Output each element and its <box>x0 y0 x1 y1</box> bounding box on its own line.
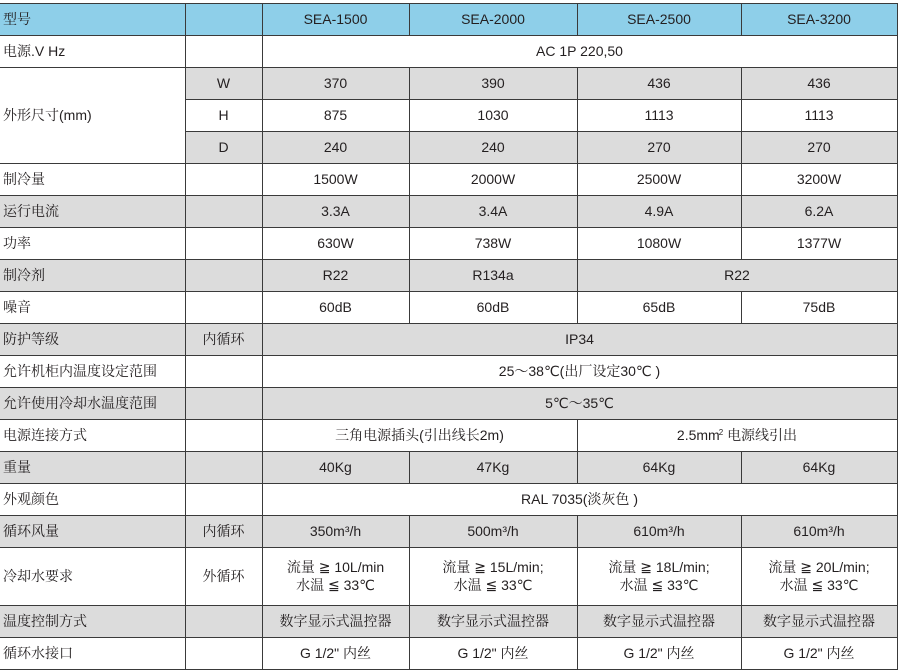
temp-value: 水温 ≦ 33℃ <box>453 576 533 593</box>
cell-value: 436 <box>577 68 741 100</box>
cell-value: 1113 <box>741 100 897 132</box>
table-row <box>0 516 897 548</box>
row-label: 循环水接口 <box>0 638 185 670</box>
spec-table <box>0 3 898 670</box>
cell-value: 60dB <box>409 292 577 324</box>
header-label: 型号 <box>0 4 185 36</box>
table-row <box>0 484 897 516</box>
table-row <box>0 68 897 100</box>
flow-value: 流量 ≧ 18L/min; <box>608 559 710 575</box>
superscript: 2 <box>718 427 724 437</box>
row-sub <box>185 164 262 196</box>
temp-value: 水温 ≦ 33℃ <box>779 576 859 593</box>
cell-value: 270 <box>577 132 741 164</box>
cell-value: 875 <box>262 100 409 132</box>
row-label: 外形尺寸(mm) <box>0 68 185 164</box>
row-sub: W <box>185 68 262 100</box>
cell-value: 1113 <box>577 100 741 132</box>
row-sub <box>185 606 262 638</box>
header-model: SEA-2500 <box>577 4 741 36</box>
row-sub: 内循环 <box>185 324 262 356</box>
row-sub <box>185 356 262 388</box>
row-sub <box>185 228 262 260</box>
row-sub <box>185 388 262 420</box>
cell-value: 1080W <box>577 228 741 260</box>
row-label: 外观颜色 <box>0 484 185 516</box>
table-row <box>0 452 897 484</box>
cell-value: 25～38℃(出厂设定30℃ ) <box>262 356 897 388</box>
header-sub <box>185 4 262 36</box>
cell-value: 三角电源插头(引出线长2m) <box>262 420 577 452</box>
row-sub <box>185 452 262 484</box>
row-label: 运行电流 <box>0 196 185 228</box>
cell-value: RAL 7035(淡灰色 ) <box>262 484 897 516</box>
header-model: SEA-2000 <box>409 4 577 36</box>
cell-value: G 1/2" 内丝 <box>577 638 741 670</box>
row-label: 温度控制方式 <box>0 606 185 638</box>
cell-value: 60dB <box>262 292 409 324</box>
table-row <box>0 164 897 196</box>
cell-value <box>262 548 409 606</box>
table-header-row <box>0 4 897 36</box>
cell-value: 6.2A <box>741 196 897 228</box>
cell-value: 2500W <box>577 164 741 196</box>
cell-value: 1030 <box>409 100 577 132</box>
cell-value: IP34 <box>262 324 897 356</box>
cell-value: 1377W <box>741 228 897 260</box>
cell-value: 40Kg <box>262 452 409 484</box>
cell-value <box>409 548 577 606</box>
row-sub <box>185 196 262 228</box>
cell-value: 数字显示式温控器 <box>262 606 409 638</box>
cell-value: G 1/2" 内丝 <box>409 638 577 670</box>
flow-value: 流量 ≧ 15L/min; <box>442 559 544 575</box>
cell-value: AC 1P 220,50 <box>262 36 897 68</box>
flow-value: 流量 ≧ 10L/min <box>286 559 385 575</box>
cell-value: 4.9A <box>577 196 741 228</box>
row-label: 制冷剂 <box>0 260 185 292</box>
row-label: 允许机柜内温度设定范围 <box>0 356 185 388</box>
cell-value: G 1/2" 内丝 <box>741 638 897 670</box>
row-label: 防护等级 <box>0 324 185 356</box>
row-label: 电源连接方式 <box>0 420 185 452</box>
cell-value: 630W <box>262 228 409 260</box>
cell-value: G 1/2" 内丝 <box>262 638 409 670</box>
row-sub: 内循环 <box>185 516 262 548</box>
row-sub <box>185 484 262 516</box>
row-sub: 外循环 <box>185 548 262 606</box>
cell-value: 数字显示式温控器 <box>577 606 741 638</box>
row-sub: H <box>185 100 262 132</box>
table-row <box>0 356 897 388</box>
row-sub <box>185 420 262 452</box>
cell-value: 738W <box>409 228 577 260</box>
cell-value: 270 <box>741 132 897 164</box>
cell-value <box>741 548 897 606</box>
cell-value: 610m³/h <box>577 516 741 548</box>
cell-value: 350m³/h <box>262 516 409 548</box>
cable-desc: 电源线引出 <box>727 426 798 443</box>
row-label: 功率 <box>0 228 185 260</box>
cell-value: 2000W <box>409 164 577 196</box>
cell-value: 436 <box>741 68 897 100</box>
cell-value: 数字显示式温控器 <box>409 606 577 638</box>
header-model: SEA-1500 <box>262 4 409 36</box>
cell-value: 64Kg <box>741 452 897 484</box>
cell-value: 3.3A <box>262 196 409 228</box>
cell-value: R134a <box>409 260 577 292</box>
cell-value <box>577 420 897 452</box>
row-label: 制冷量 <box>0 164 185 196</box>
cell-value: 370 <box>262 68 409 100</box>
table-row <box>0 260 897 292</box>
table-row <box>0 420 897 452</box>
cell-value: 1500W <box>262 164 409 196</box>
cell-value: 240 <box>262 132 409 164</box>
cell-value: R22 <box>577 260 897 292</box>
table-row <box>0 548 897 606</box>
table-row <box>0 606 897 638</box>
table-row <box>0 196 897 228</box>
table-row <box>0 292 897 324</box>
cell-value: 390 <box>409 68 577 100</box>
cell-value: 3.4A <box>409 196 577 228</box>
cell-value <box>577 548 741 606</box>
cell-value: 5℃～35℃ <box>262 388 897 420</box>
row-label: 冷却水要求 <box>0 548 185 606</box>
row-sub <box>185 260 262 292</box>
cell-value: 65dB <box>577 292 741 324</box>
cell-value: R22 <box>262 260 409 292</box>
row-label: 允许使用冷却水温度范围 <box>0 388 185 420</box>
row-label: 噪音 <box>0 292 185 324</box>
row-label: 电源.V Hz <box>0 36 185 68</box>
table-row <box>0 388 897 420</box>
cell-value: 数字显示式温控器 <box>741 606 897 638</box>
flow-value: 流量 ≧ 20L/min; <box>768 559 870 575</box>
header-model: SEA-3200 <box>741 4 897 36</box>
cell-value: 500m³/h <box>409 516 577 548</box>
table-row <box>0 638 897 670</box>
cell-value: 240 <box>409 132 577 164</box>
table-row <box>0 228 897 260</box>
table-row <box>0 36 897 68</box>
cell-value: 610m³/h <box>741 516 897 548</box>
row-sub: D <box>185 132 262 164</box>
temp-value: 水温 ≦ 33℃ <box>619 576 699 593</box>
row-sub <box>185 36 262 68</box>
row-sub <box>185 292 262 324</box>
row-label: 循环风量 <box>0 516 185 548</box>
cell-value: 3200W <box>741 164 897 196</box>
cable-size: 2.5mm <box>676 426 720 443</box>
cell-value: 47Kg <box>409 452 577 484</box>
cell-value: 75dB <box>741 292 897 324</box>
cell-value: 64Kg <box>577 452 741 484</box>
temp-value: 水温 ≦ 33℃ <box>296 576 375 593</box>
row-sub <box>185 638 262 670</box>
table-row <box>0 324 897 356</box>
row-label: 重量 <box>0 452 185 484</box>
